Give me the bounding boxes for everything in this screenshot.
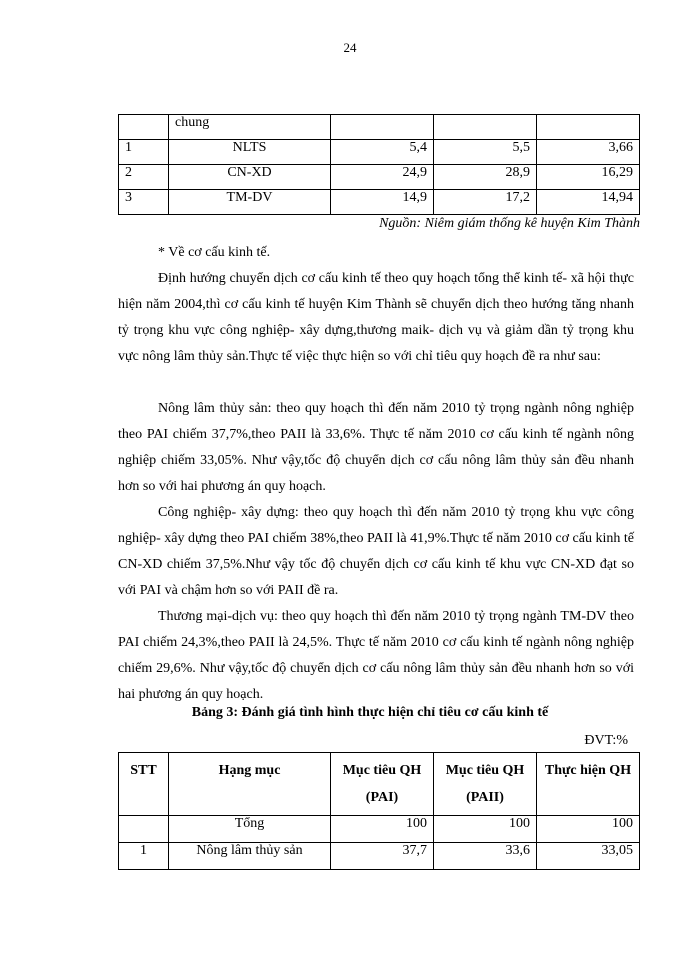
column-header: Thực hiện QH: [537, 753, 640, 816]
value-cell: 16,29: [537, 165, 640, 190]
value-cell: 33,6: [434, 843, 537, 870]
name-cell: chung: [169, 115, 331, 140]
value-cell: [331, 115, 434, 140]
stt-cell: [119, 115, 169, 140]
value-cell: [434, 115, 537, 140]
value-cell: 14,9: [331, 190, 434, 215]
value-cell: 5,4: [331, 140, 434, 165]
table-row: [119, 165, 640, 190]
column-header: Mục tiêu QH (PAII): [434, 753, 537, 816]
stt-cell: 1: [119, 843, 169, 870]
value-cell: 100: [434, 816, 537, 843]
name-cell: TM-DV: [169, 190, 331, 215]
paragraph-intro: Định hướng chuyển dịch cơ cấu kinh tế theo quy hoạch tổng thể kinh tế- xã hội thực hiện năm 2004,thì cơ cấu kinh tế huyện Kim Thành sẽ chuyển dịch theo hướng tăng nhanh tỷ trọng khu vực công nghiệp- xây dựng,thương maik- dịch vụ và giảm dần tỷ trọng khu vực nông lâm thủy sản.Thực tế việc thực hiện so với chỉ tiêu quy hoạch đề ra như sau:: [118, 271, 634, 364]
value-cell: 24,9: [331, 165, 434, 190]
value-cell: 28,9: [434, 165, 537, 190]
column-header: STT: [119, 753, 169, 816]
table-row: [119, 140, 640, 165]
value-cell: 37,7: [331, 843, 434, 870]
name-cell: NLTS: [169, 140, 331, 165]
table-3-title: Bảng 3: Đánh giá tình hình thực hiện chỉ tiêu cơ cấu kinh tế: [191, 705, 549, 720]
value-cell: 3,66: [537, 140, 640, 165]
column-header: Hạng mục: [169, 753, 331, 816]
name-cell: Nông lâm thủy sản: [169, 843, 331, 870]
stt-cell: 2: [119, 165, 169, 190]
table-row: [119, 816, 640, 843]
value-cell: 33,05: [537, 843, 640, 870]
unit-label: ĐVT:%: [584, 733, 628, 748]
table-3: [118, 752, 640, 870]
table-row: [119, 843, 640, 870]
table-row: [119, 190, 640, 215]
name-cell: Tổng: [169, 816, 331, 843]
paragraph-agriculture: Nông lâm thủy sản: theo quy hoạch thì đến năm 2010 tỷ trọng ngành nông nghiệp theo PAI chiếm 37,7%,theo PAII là 33,6%. Thực tế năm 2010 cơ cấu kinh tế ngành nông nghiệp chiếm 33,05%. Như vậy,tốc độ chuyển dịch cơ cấu nông lâm thủy sản đều nhanh hơn so với hai phương án quy hoạch.: [118, 401, 634, 494]
section-heading: * Về cơ cấu kinh tế.: [158, 245, 271, 260]
paragraph-industry: Công nghiệp- xây dựng: theo quy hoạch thì đến năm 2010 tỷ trọng khu vực công nghiệp- xây dựng theo PAI chiếm 38%,theo PAII là 41,9%.Thực tế năm 2010 cơ cấu kinh tế CN-XD chiếm 37,5%.Như vậy tốc độ chuyển dịch cơ cấu kinh tế khu vực CN-XD đạt so với PAI và chậm hơn so với PAII đề ra.: [118, 505, 634, 598]
stt-cell: 1: [119, 140, 169, 165]
stt-cell: 3: [119, 190, 169, 215]
table-source-note: Nguồn: Niêm giám thống kê huyện Kim Thành: [379, 216, 640, 231]
value-cell: 100: [331, 816, 434, 843]
value-cell: 14,94: [537, 190, 640, 215]
paragraph-services: Thương mại-dịch vụ: theo quy hoạch thì đến năm 2010 tỷ trọng ngành TM-DV theo PAI chiếm 24,3%,theo PAII là 24,5%. Thực tế năm 2010 cơ cấu kinh tế ngành nông nghiệp chiếm 29,6%. Như vậy,tốc độ chuyển dịch cơ cấu nông lâm thủy sản đều nhanh hơn so với hai phương án quy hoạch.: [118, 609, 634, 702]
table-1: [118, 114, 640, 215]
page-number: 24: [343, 40, 357, 55]
value-cell: 5,5: [434, 140, 537, 165]
value-cell: 100: [537, 816, 640, 843]
value-cell: 17,2: [434, 190, 537, 215]
column-header: Mục tiêu QH (PAI): [331, 753, 434, 816]
stt-cell: [119, 816, 169, 843]
table-row: [119, 115, 640, 140]
table-header-row: [119, 753, 640, 816]
name-cell: CN-XD: [169, 165, 331, 190]
value-cell: [537, 115, 640, 140]
